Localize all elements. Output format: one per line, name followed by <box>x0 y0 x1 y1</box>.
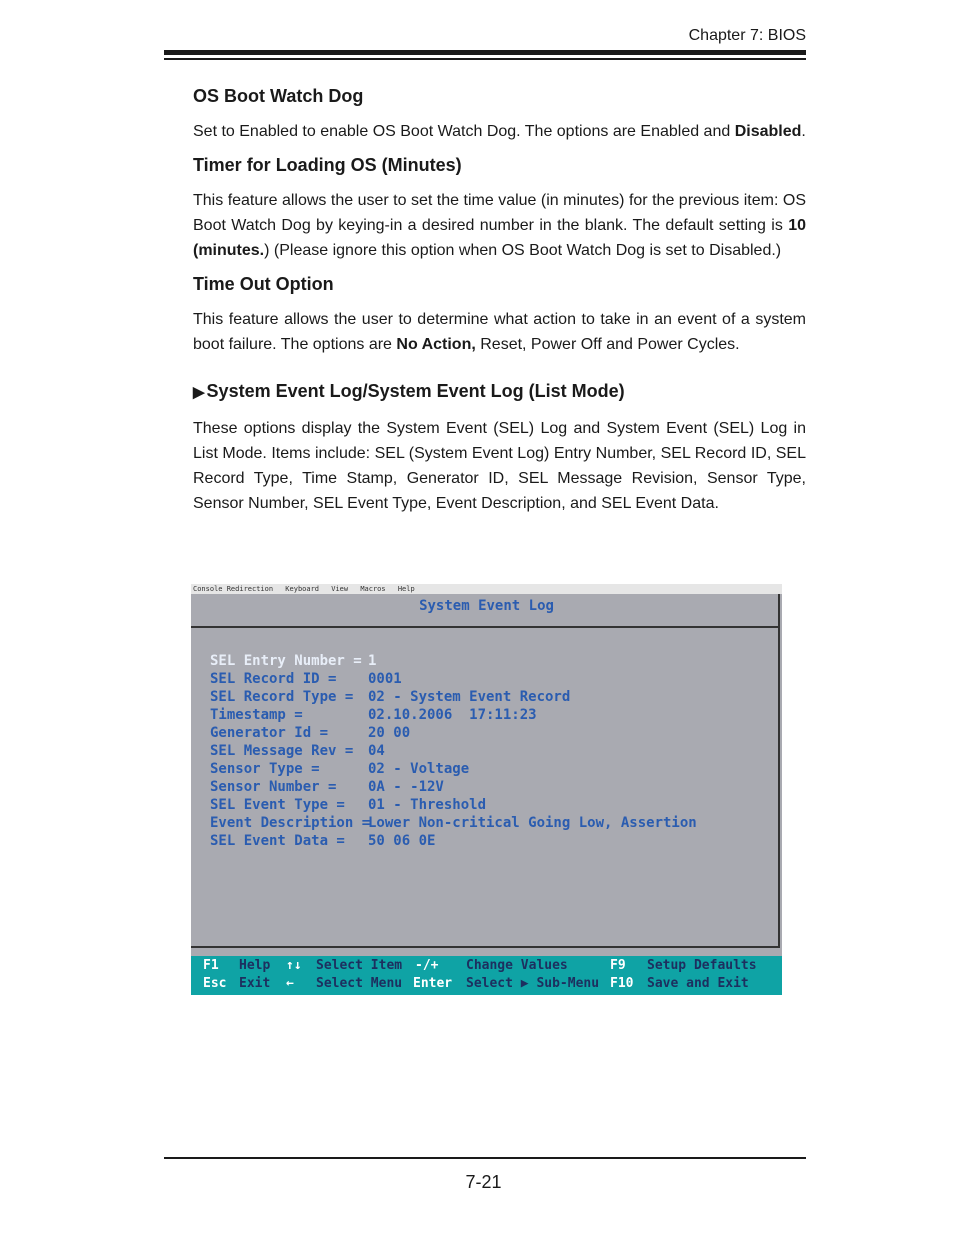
heading-os-boot-watch-dog: OS Boot Watch Dog <box>193 86 364 106</box>
text-span: ) (Please ignore this option when OS Boot Watch Dog is set to Disabled.) <box>264 242 782 259</box>
bios-screen-title: System Event Log <box>419 598 554 614</box>
field-label: SEL Entry Number = <box>210 653 362 669</box>
menu-keyboard[interactable]: Keyboard <box>285 585 320 593</box>
field-value: 02 - System Event Record <box>368 689 571 705</box>
key-enter: Enter <box>413 976 453 991</box>
generator-id-row <box>210 724 697 742</box>
sel-record-type-row <box>210 688 697 706</box>
field-value: 04 <box>368 743 385 759</box>
bios-key-legend <box>191 956 782 995</box>
bios-screenshot <box>191 584 782 995</box>
text-span: Set to Enabled to enable OS Boot Watch Dog. The options are Enabled and <box>193 123 735 140</box>
paragraph-time-out-option <box>193 307 806 357</box>
heading-system-event-log <box>193 379 806 405</box>
text-span: . <box>801 123 806 140</box>
text-span: This feature allows the user to determine what action to take in an event of a system boot failure. The options are <box>193 311 806 353</box>
heading-text: System Event Log/System Event Log (List Mode) <box>206 381 625 401</box>
key-arrows-desc: Select Item <box>316 958 403 973</box>
field-value: 20 00 <box>368 725 411 741</box>
chapter-header: Chapter 7: BIOS <box>688 27 806 44</box>
paragraph-os-boot-watch-dog <box>193 119 806 144</box>
menu-macros[interactable]: Macros <box>360 585 386 593</box>
field-value: 0001 <box>368 671 402 687</box>
key-esc: Esc <box>203 976 227 991</box>
sel-record-id-row <box>210 670 697 688</box>
key-f10-desc: Save and Exit <box>647 976 749 991</box>
key-minus-plus-desc: Change Values <box>466 958 568 973</box>
key-f9: F9 <box>610 958 626 973</box>
key-legend-row-2 <box>191 975 782 993</box>
text-span: Reset, Power Off and Power Cycles. <box>475 336 740 353</box>
header-rule-thin <box>164 58 806 60</box>
arrow-updown-icon: ↑↓ <box>286 958 302 973</box>
header-rule-thick <box>164 50 806 55</box>
field-label: Event Description = <box>210 815 371 831</box>
bold-text: 10 (minutes. <box>193 217 806 259</box>
paragraph-system-event-log: These options display the System Event (SEL) Log and System Event (SEL) Log in List Mode. Items include: SEL (System Event Log) Entry Number, SEL Record ID, SEL Record Type, Time Stamp, Generator ID, SEL Message Revision, Sensor Type, Sensor Number, SEL Event Type, Event Description, and SEL Event Data. <box>193 420 806 512</box>
field-value: 01 - Threshold <box>368 797 487 813</box>
field-label: SEL Event Type = <box>210 797 345 813</box>
console-menubar <box>191 584 782 594</box>
field-label: Timestamp = <box>210 707 303 723</box>
text-span: This feature allows the user to set the time value (in minutes) for the previous item: OS Boot Watch Dog by keying-in a desired number in the blank. The default setting is <box>193 192 806 234</box>
key-enter-desc: Select ▶ Sub-Menu <box>466 976 600 991</box>
field-value: 50 06 0E <box>368 833 436 849</box>
arrow-left-icon: ← <box>286 976 294 991</box>
key-legend-row-1 <box>191 957 782 975</box>
sel-message-rev-row <box>210 742 697 760</box>
field-value: 0A - -12V <box>368 779 444 795</box>
field-label: Sensor Type = <box>210 761 320 777</box>
menu-help[interactable]: Help <box>397 585 415 593</box>
timestamp-row <box>210 706 697 724</box>
event-description-row <box>210 814 697 832</box>
field-label: SEL Event Data = <box>210 833 345 849</box>
heading-timer-loading-os: Timer for Loading OS (Minutes) <box>193 155 462 175</box>
bold-text: No Action, <box>396 336 476 353</box>
field-label: SEL Record Type = <box>210 689 354 705</box>
key-f1: F1 <box>203 958 219 973</box>
field-value: 02.10.2006 17:11:23 <box>368 707 537 723</box>
sensor-number-row <box>210 778 697 796</box>
submenu-arrow-icon: ▶ <box>193 384 205 401</box>
field-value: Lower Non-critical Going Low, Assertion <box>368 815 697 831</box>
key-f9-desc: Setup Defaults <box>647 958 757 973</box>
sel-event-data-row <box>210 832 697 850</box>
field-label: SEL Message Rev = <box>210 743 354 759</box>
key-leftright-desc: Select Menu <box>316 976 403 991</box>
key-f10: F10 <box>610 976 634 991</box>
sel-record-fields <box>210 652 697 850</box>
key-f1-desc: Help <box>239 958 271 973</box>
sensor-type-row <box>210 760 697 778</box>
key-minus-plus: -/+ <box>415 958 439 973</box>
page-number: 7-21 <box>465 1172 502 1192</box>
key-esc-desc: Exit <box>239 976 271 991</box>
sel-event-type-row <box>210 796 697 814</box>
menu-view[interactable]: View <box>331 585 349 593</box>
sel-entry-number-row[interactable] <box>210 652 697 670</box>
field-label: Generator Id = <box>210 725 329 741</box>
menu-console-redirection[interactable]: Console Redirection <box>193 585 274 593</box>
field-label: Sensor Number = <box>210 779 337 795</box>
field-value: 1 <box>368 653 377 669</box>
footer-rule <box>164 1157 806 1159</box>
bold-text: Disabled <box>734 123 802 140</box>
heading-time-out-option: Time Out Option <box>193 274 334 294</box>
field-label: SEL Record ID = <box>210 671 337 687</box>
document-body <box>193 84 806 516</box>
field-value: 02 - Voltage <box>368 761 470 777</box>
paragraph-timer-loading-os <box>193 188 806 263</box>
